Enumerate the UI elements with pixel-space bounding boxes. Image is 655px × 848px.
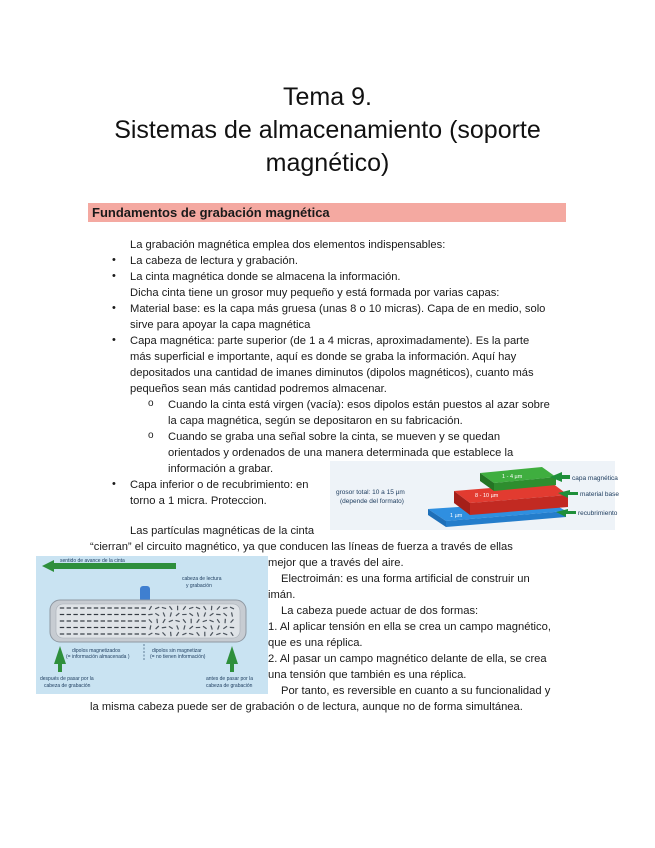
grosor-caption-line-2: (depende del formato) [340, 498, 404, 505]
sub-bullet-1-line-1: Cuando la cinta está virgen (vacía): esos dipolos están puestos al azar sobre [168, 399, 550, 411]
bullet-5-line-2: torno a 1 micra. Proteccion. [130, 495, 267, 507]
label-head-line-1: cabeza de lectura [182, 576, 222, 582]
bullet-3-line-1: Material base: es la capa más gruesa (unas 8 o 10 micras). Capa de en medio, solo [130, 303, 546, 315]
tape-head-diagram [36, 556, 268, 694]
tape-head-figure [36, 556, 268, 694]
sub-bullet-2-line-2: orientados y ordenados de una manera determinada que establece la [168, 447, 514, 459]
bullet-4-line-4: pequeños sean más cantidad podremos almacenar. [130, 383, 387, 395]
bullet-4-line-2: más superficial e importante, aquí es donde se graba la información. Aquí hay [130, 351, 517, 363]
label-dipolos-sin-magnetizar-1: dipolos sin magnetizar [152, 648, 202, 654]
label-sentido-avance: sentido de avance de la cinta [60, 558, 125, 564]
bullet-dot: • [112, 254, 116, 266]
sub-bullet-2-line-3: información a grabar. [168, 463, 274, 475]
paragraph-1-line-3: mejor que a través del aire. [268, 557, 404, 569]
label-despues-2: cabeza de grabación [44, 683, 91, 689]
numbered-1-line-2: que es una réplica. [268, 637, 363, 649]
label-capa-magnetica: capa magnética [572, 475, 618, 482]
numbered-1-line-1: 1. Al aplicar tensión en ella se crea un campo magnético, [268, 621, 551, 633]
dipole-mark [150, 625, 151, 629]
label-dipolos-magnetizados-1: dipolos magnetizados [72, 648, 121, 654]
bullet-4-line-3: depositados una cantidad de imanes diminutos (dipolos magnéticos), cuanto más [130, 367, 534, 379]
layer-bottom-label: 1 µm [450, 513, 463, 519]
title-line-1: Tema 9. [283, 83, 372, 111]
intro-text: La grabación magnética emplea dos elementos indispensables: [130, 239, 446, 251]
sub-bullet-circle: o [148, 398, 154, 409]
label-antes-1: antes de pasar por la [206, 676, 253, 682]
dipole-mark [155, 634, 159, 635]
title-line-3: magnético) [265, 149, 390, 177]
paragraph-1-line-1: Las partículas magnéticas de la cinta [130, 525, 315, 537]
numbered-2-line-2: una tensión que también es una réplica. [268, 669, 467, 681]
label-dipolos-magnetizados-2: (= información almacenada ) [66, 654, 130, 660]
sub-bullet-circle: o [148, 430, 154, 441]
title-line-2: Sistemas de almacenamiento (soporte [114, 116, 541, 144]
paragraph-1-line-2: “cierran” el circuito magnético, ya que conducen las líneas de fuerza a través de ellas [90, 541, 513, 553]
bullet-2-continuation: Dicha cinta tiene un grosor muy pequeño y está formada por varias capas: [130, 287, 500, 299]
tape-layers-diagram [330, 461, 620, 530]
bullet-dot: • [112, 334, 116, 346]
label-despues-1: después de pasar por la [40, 676, 94, 682]
label-dipolos-sin-magnetizar-2: (= no tienen información) [150, 654, 206, 660]
paragraph-4-line-2: la misma cabeza puede ser de grabación o de lectura, aunque no de forma simultánea. [90, 701, 523, 713]
label-head-line-2: y grabación [186, 583, 212, 589]
paragraph-4-line-1: Por tanto, es reversible en cuanto a su funcionalidad y [281, 685, 551, 697]
bullet-1-text: La cabeza de lectura y grabación. [130, 255, 298, 267]
bullet-dot: • [112, 478, 116, 490]
bullet-3-line-2: sirve para apoyar la capa magnética [130, 319, 311, 331]
section-heading: Fundamentos de grabación magnética [88, 203, 566, 222]
bullet-4-line-1: Capa magnética: parte superior (de 1 a 4 micras, aproximadamente). Es la parte [130, 335, 530, 347]
layer-middle-label: 8 - 10 µm [475, 493, 499, 499]
paragraph-2-line-1: Electroimán: es una forma artificial de construir un [281, 573, 530, 585]
label-recubrimiento: recubrimiento [578, 510, 618, 517]
grosor-caption-line-1: grosor total: 10 a 15 µm [336, 489, 405, 496]
label-material-base: material base [580, 491, 620, 498]
layer-top-label: 1 - 4 µm [502, 474, 523, 480]
bullet-dot: • [112, 302, 116, 314]
bullet-5-line-1: Capa inferior o de recubrimiento: en [130, 479, 309, 491]
paragraph-2-line-2: imán. [268, 589, 296, 601]
paragraph-3: La cabeza puede actuar de dos formas: [281, 605, 479, 617]
label-antes-2: cabeza de grabación [206, 683, 253, 689]
sub-bullet-1-line-2: la capa magnética, según se depositaron en su fabricación. [168, 415, 463, 427]
bullet-dot: • [112, 270, 116, 282]
bullet-2-text: La cinta magnética donde se almacena la información. [130, 271, 401, 283]
sub-bullet-2-line-1: Cuando se graba una señal sobre la cinta, se mueven y se quedan [168, 431, 501, 443]
tape-layers-figure [330, 461, 620, 530]
numbered-2-line-1: 2. Al pasar un campo magnético delante de ella, se crea [268, 653, 547, 665]
